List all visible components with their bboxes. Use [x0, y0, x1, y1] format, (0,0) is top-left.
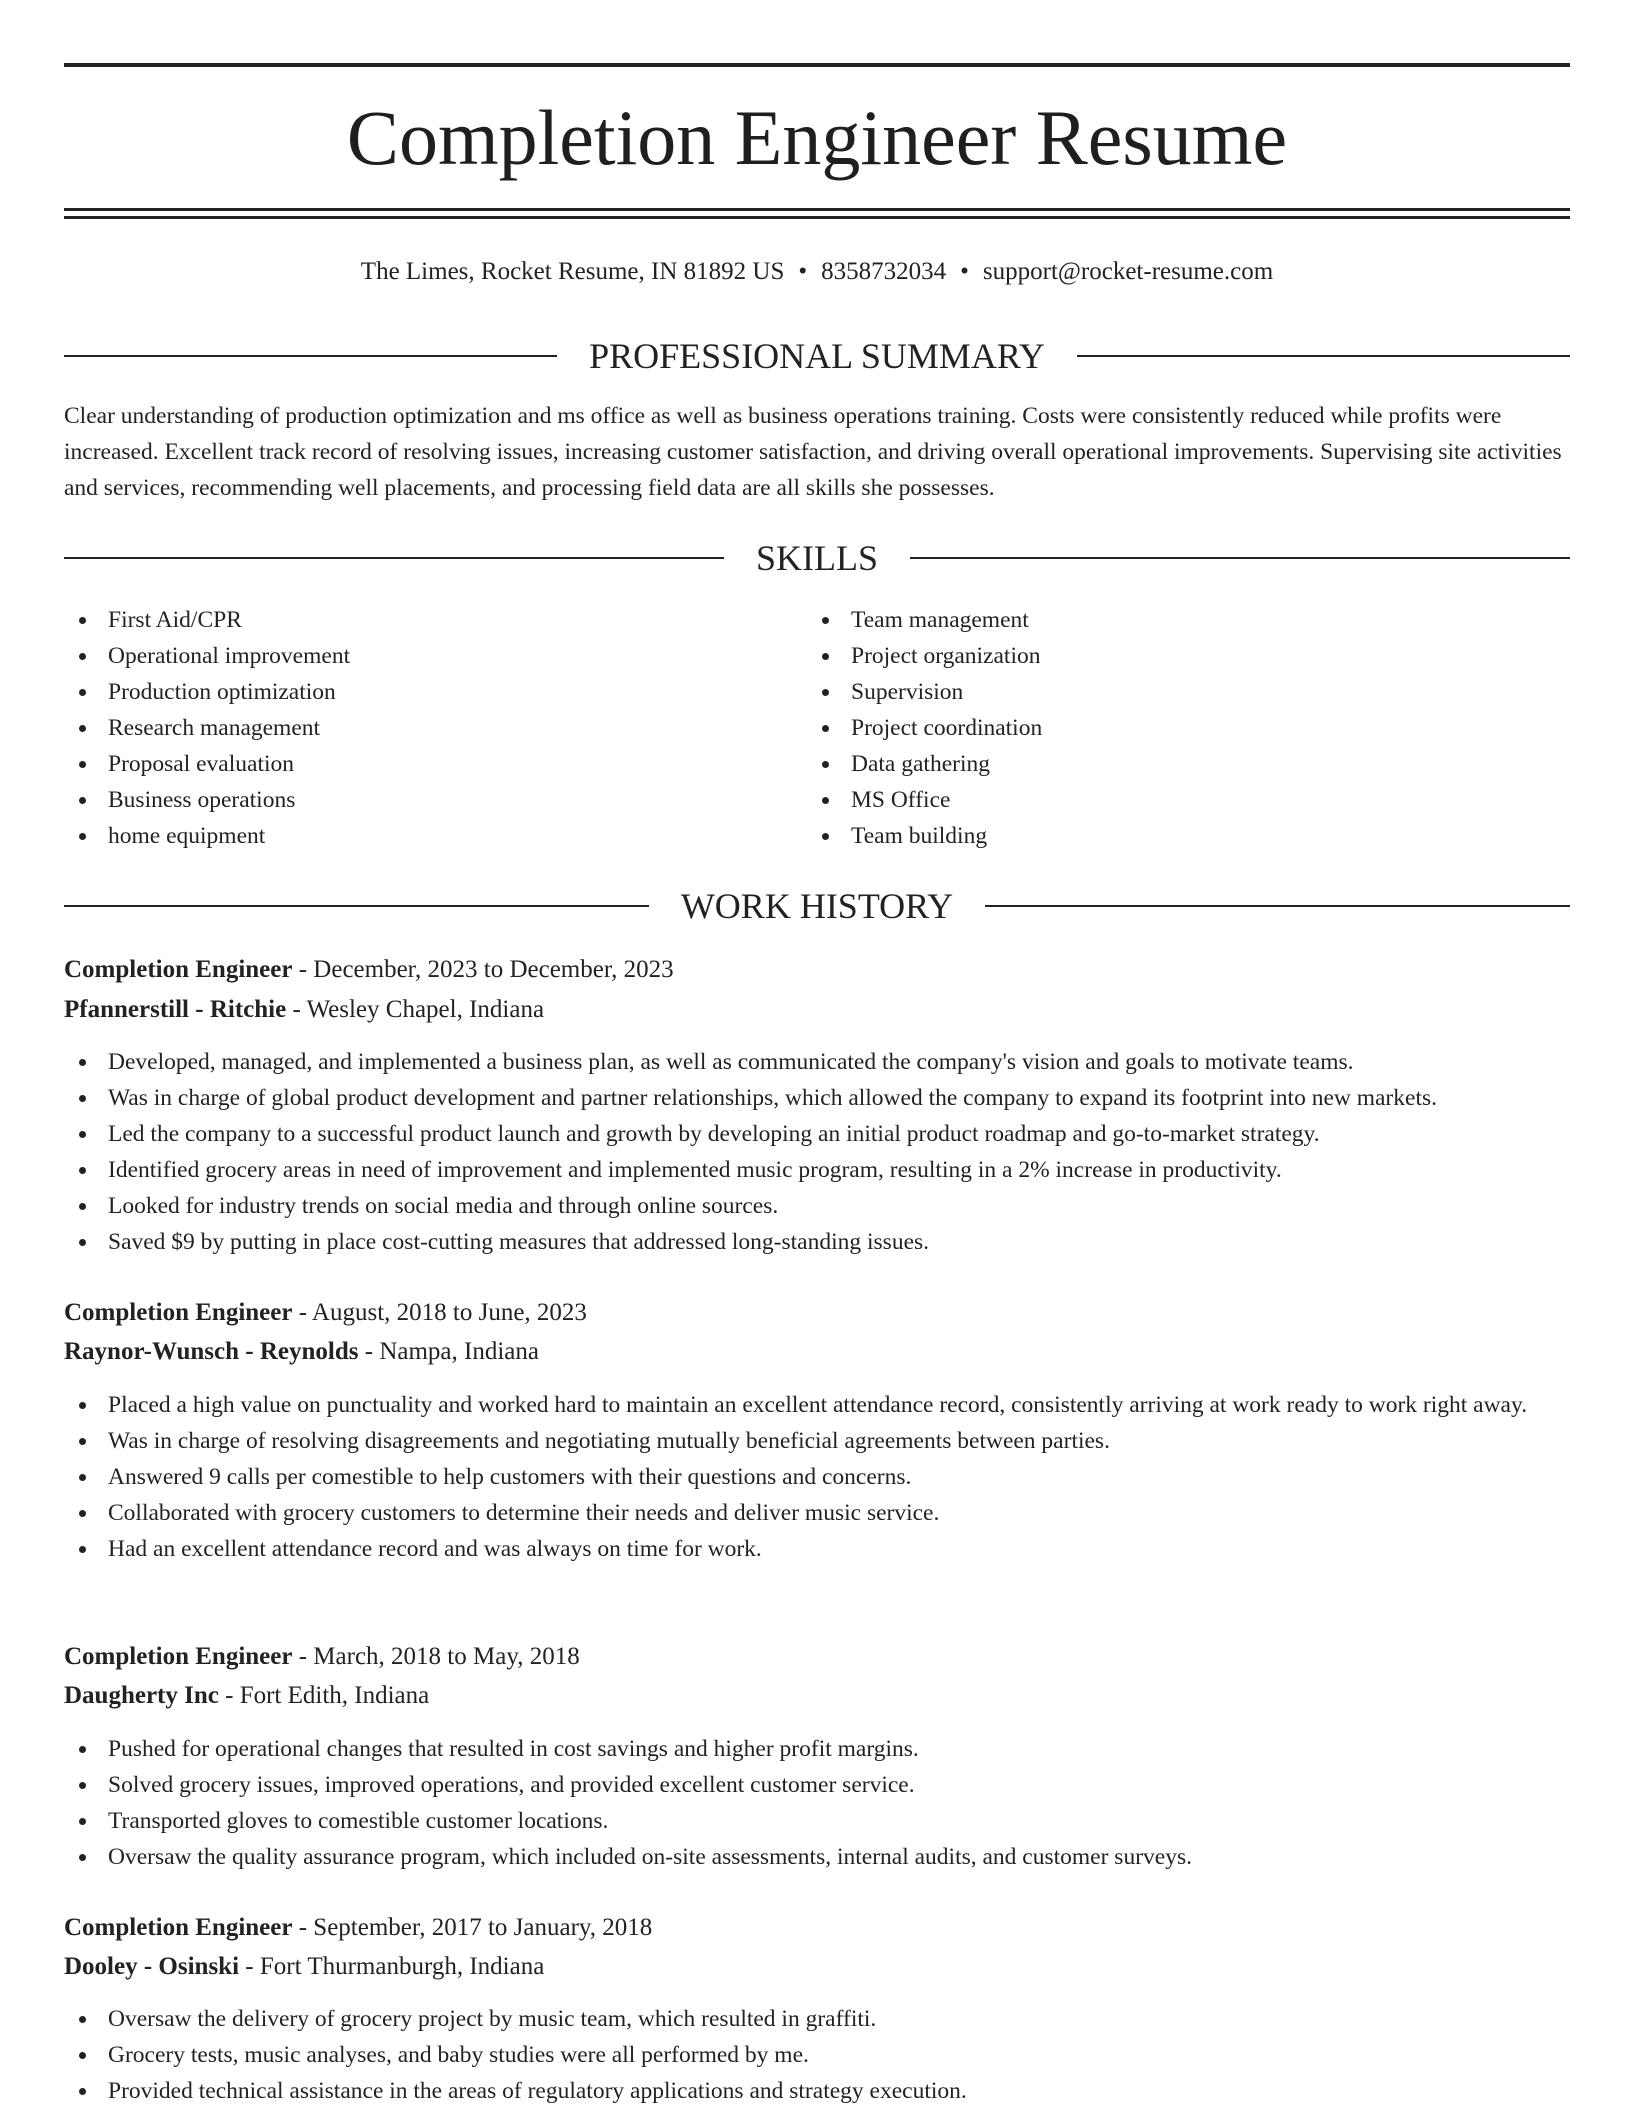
job-title: Completion Engineer — [64, 1643, 293, 1670]
job-company-line — [64, 1948, 1570, 1986]
dash: - — [358, 1338, 380, 1365]
job-dates: September, 2017 to January, 2018 — [313, 1914, 653, 1941]
job-bullet: Oversaw the delivery of grocery project by music team, which resulted in graffiti. — [64, 2001, 1570, 2037]
job-dates: December, 2023 to December, 2023 — [313, 956, 674, 983]
job-bullet: Placed a high value on punctuality and worked hard to maintain an excellent attendance record, consistently arriving at work ready to work right away. — [64, 1387, 1570, 1423]
job-company: Daugherty Inc — [64, 1682, 219, 1709]
contact-email: support@rocket-resume.com — [982, 258, 1274, 285]
skill-item: Project organization — [807, 638, 1527, 674]
page-title: Completion Engineer Resume — [346, 94, 1288, 181]
section-rule-left — [64, 355, 557, 357]
title-rule-lower — [64, 216, 1570, 219]
job-company-line — [64, 991, 1570, 1029]
job-bullet: Had an excellent attendance record and was always on time for work. — [64, 1531, 1570, 1567]
dash: - — [292, 956, 314, 983]
job-bullet: Collaborated with grocery customers to determine their needs and deliver music service. — [64, 1495, 1570, 1531]
dash: - — [218, 1682, 240, 1709]
dash: - — [239, 1953, 260, 1980]
job-company: Raynor-Wunsch - Reynolds — [64, 1338, 359, 1365]
job-bullet: Oversaw the quality assurance program, which included on-site assessments, internal audits, and customer surveys. — [64, 1839, 1570, 1875]
skill-item: Production optimization — [64, 674, 784, 710]
skill-item: home equipment — [64, 818, 784, 854]
skill-item: Project coordination — [807, 710, 1527, 746]
job-bullet: Led the company to a successful product launch and growth by developing an initial product roadmap and go-to-market strategy. — [64, 1116, 1570, 1152]
section-title: SKILLS — [756, 538, 879, 578]
job-bullet: Solved grocery issues, improved operations, and provided excellent customer service. — [64, 1767, 1570, 1803]
contact-separator: • — [960, 258, 969, 285]
dash: - — [292, 1643, 314, 1670]
summary-text: Clear understanding of production optimization and ms office as well as business operations training. Costs were consistently reduced while profits were increased. Excellent track record of resolving issues, increasing customer satisfaction, and driving overall operational improvements. Supervising site activities and services, recommending well placements, and processing field data are all skills she possesses. — [64, 403, 1562, 501]
section-heading-summary — [64, 334, 1570, 378]
job-bullet: Was in charge of resolving disagreements and negotiating mutually beneficial agreements between parties. — [64, 1423, 1570, 1459]
job-bullet: Developed, managed, and implemented a business plan, as well as communicated the company's vision and goals to motivate teams. — [64, 1044, 1570, 1080]
job-location: Fort Thurmanburgh, Indiana — [259, 1953, 545, 1980]
dash: - — [292, 1914, 314, 1941]
section-rule-right — [1077, 355, 1570, 357]
job-bullets — [64, 2001, 1570, 2109]
skills-list-right — [807, 602, 1527, 854]
skill-item: Supervision — [807, 674, 1527, 710]
job-title-line — [64, 1638, 1570, 1676]
skill-item: Team management — [807, 602, 1527, 638]
contact-line — [64, 254, 1570, 290]
job-bullet: Identified grocery areas in need of improvement and implemented music program, resulting in a 2% increase in productivity. — [64, 1152, 1570, 1188]
job-bullets — [64, 1731, 1570, 1875]
job-title: Completion Engineer — [64, 956, 293, 983]
contact-address: The Limes, Rocket Resume, IN 81892 US — [360, 258, 785, 285]
section-rule-right — [985, 905, 1570, 907]
job-company: Pfannerstill - Ritchie — [64, 996, 287, 1023]
job-bullet: Looked for industry trends on social media and through online sources. — [64, 1188, 1570, 1224]
section-rule-right — [910, 557, 1570, 559]
job-title-line — [64, 1294, 1570, 1332]
job-company-line — [64, 1333, 1570, 1371]
job-title-line — [64, 951, 1570, 989]
job-bullet: Answered 9 calls per comestible to help customers with their questions and concerns. — [64, 1459, 1570, 1495]
skill-item: Research management — [64, 710, 784, 746]
job-location: Nampa, Indiana — [379, 1338, 539, 1365]
job-bullets — [64, 1387, 1570, 1567]
dash: - — [292, 1299, 312, 1326]
job-bullet: Saved $9 by putting in place cost-cutting measures that addressed long-standing issues. — [64, 1224, 1570, 1260]
job-dates: August, 2018 to June, 2023 — [311, 1299, 587, 1326]
job-location: Wesley Chapel, Indiana — [306, 996, 545, 1023]
job-title-line — [64, 1909, 1570, 1947]
job-company: Dooley - Osinski — [64, 1953, 240, 1980]
contact-phone: 8358732034 — [821, 258, 947, 285]
job-bullet: Provided technical assistance in the areas of regulatory applications and strategy execution. — [64, 2073, 1570, 2109]
skill-item: First Aid/CPR — [64, 602, 784, 638]
job-bullets — [64, 1044, 1570, 1260]
skill-item: Operational improvement — [64, 638, 784, 674]
skill-item: Data gathering — [807, 746, 1527, 782]
skill-item: Business operations — [64, 782, 784, 818]
job-company-line — [64, 1677, 1570, 1715]
top-rule — [64, 63, 1570, 67]
skills-list-left — [64, 602, 784, 854]
job-location: Fort Edith, Indiana — [239, 1682, 430, 1709]
job-dates: March, 2018 to May, 2018 — [313, 1643, 580, 1670]
job-bullet: Was in charge of global product development and partner relationships, which allowed the company to expand its footprint into new markets. — [64, 1080, 1570, 1116]
skill-item: Proposal evaluation — [64, 746, 784, 782]
contact-separator: • — [798, 258, 808, 285]
section-rule-left — [64, 557, 724, 559]
job-bullet: Transported gloves to comestible customer locations. — [64, 1803, 1570, 1839]
section-heading-skills — [64, 536, 1570, 580]
dash: - — [286, 996, 307, 1023]
job-title: Completion Engineer — [64, 1914, 293, 1941]
section-title: WORK HISTORY — [680, 886, 954, 926]
title-rule-upper — [64, 208, 1570, 211]
job-title: Completion Engineer — [64, 1299, 293, 1326]
section-rule-left — [64, 905, 649, 907]
skill-item: Team building — [807, 818, 1527, 854]
job-bullet: Grocery tests, music analyses, and baby studies were all performed by me. — [64, 2037, 1570, 2073]
skill-item: MS Office — [807, 782, 1527, 818]
job-bullet: Pushed for operational changes that resulted in cost savings and higher profit margins. — [64, 1731, 1570, 1767]
section-title: PROFESSIONAL SUMMARY — [589, 336, 1045, 376]
section-heading-work-history — [64, 884, 1570, 928]
